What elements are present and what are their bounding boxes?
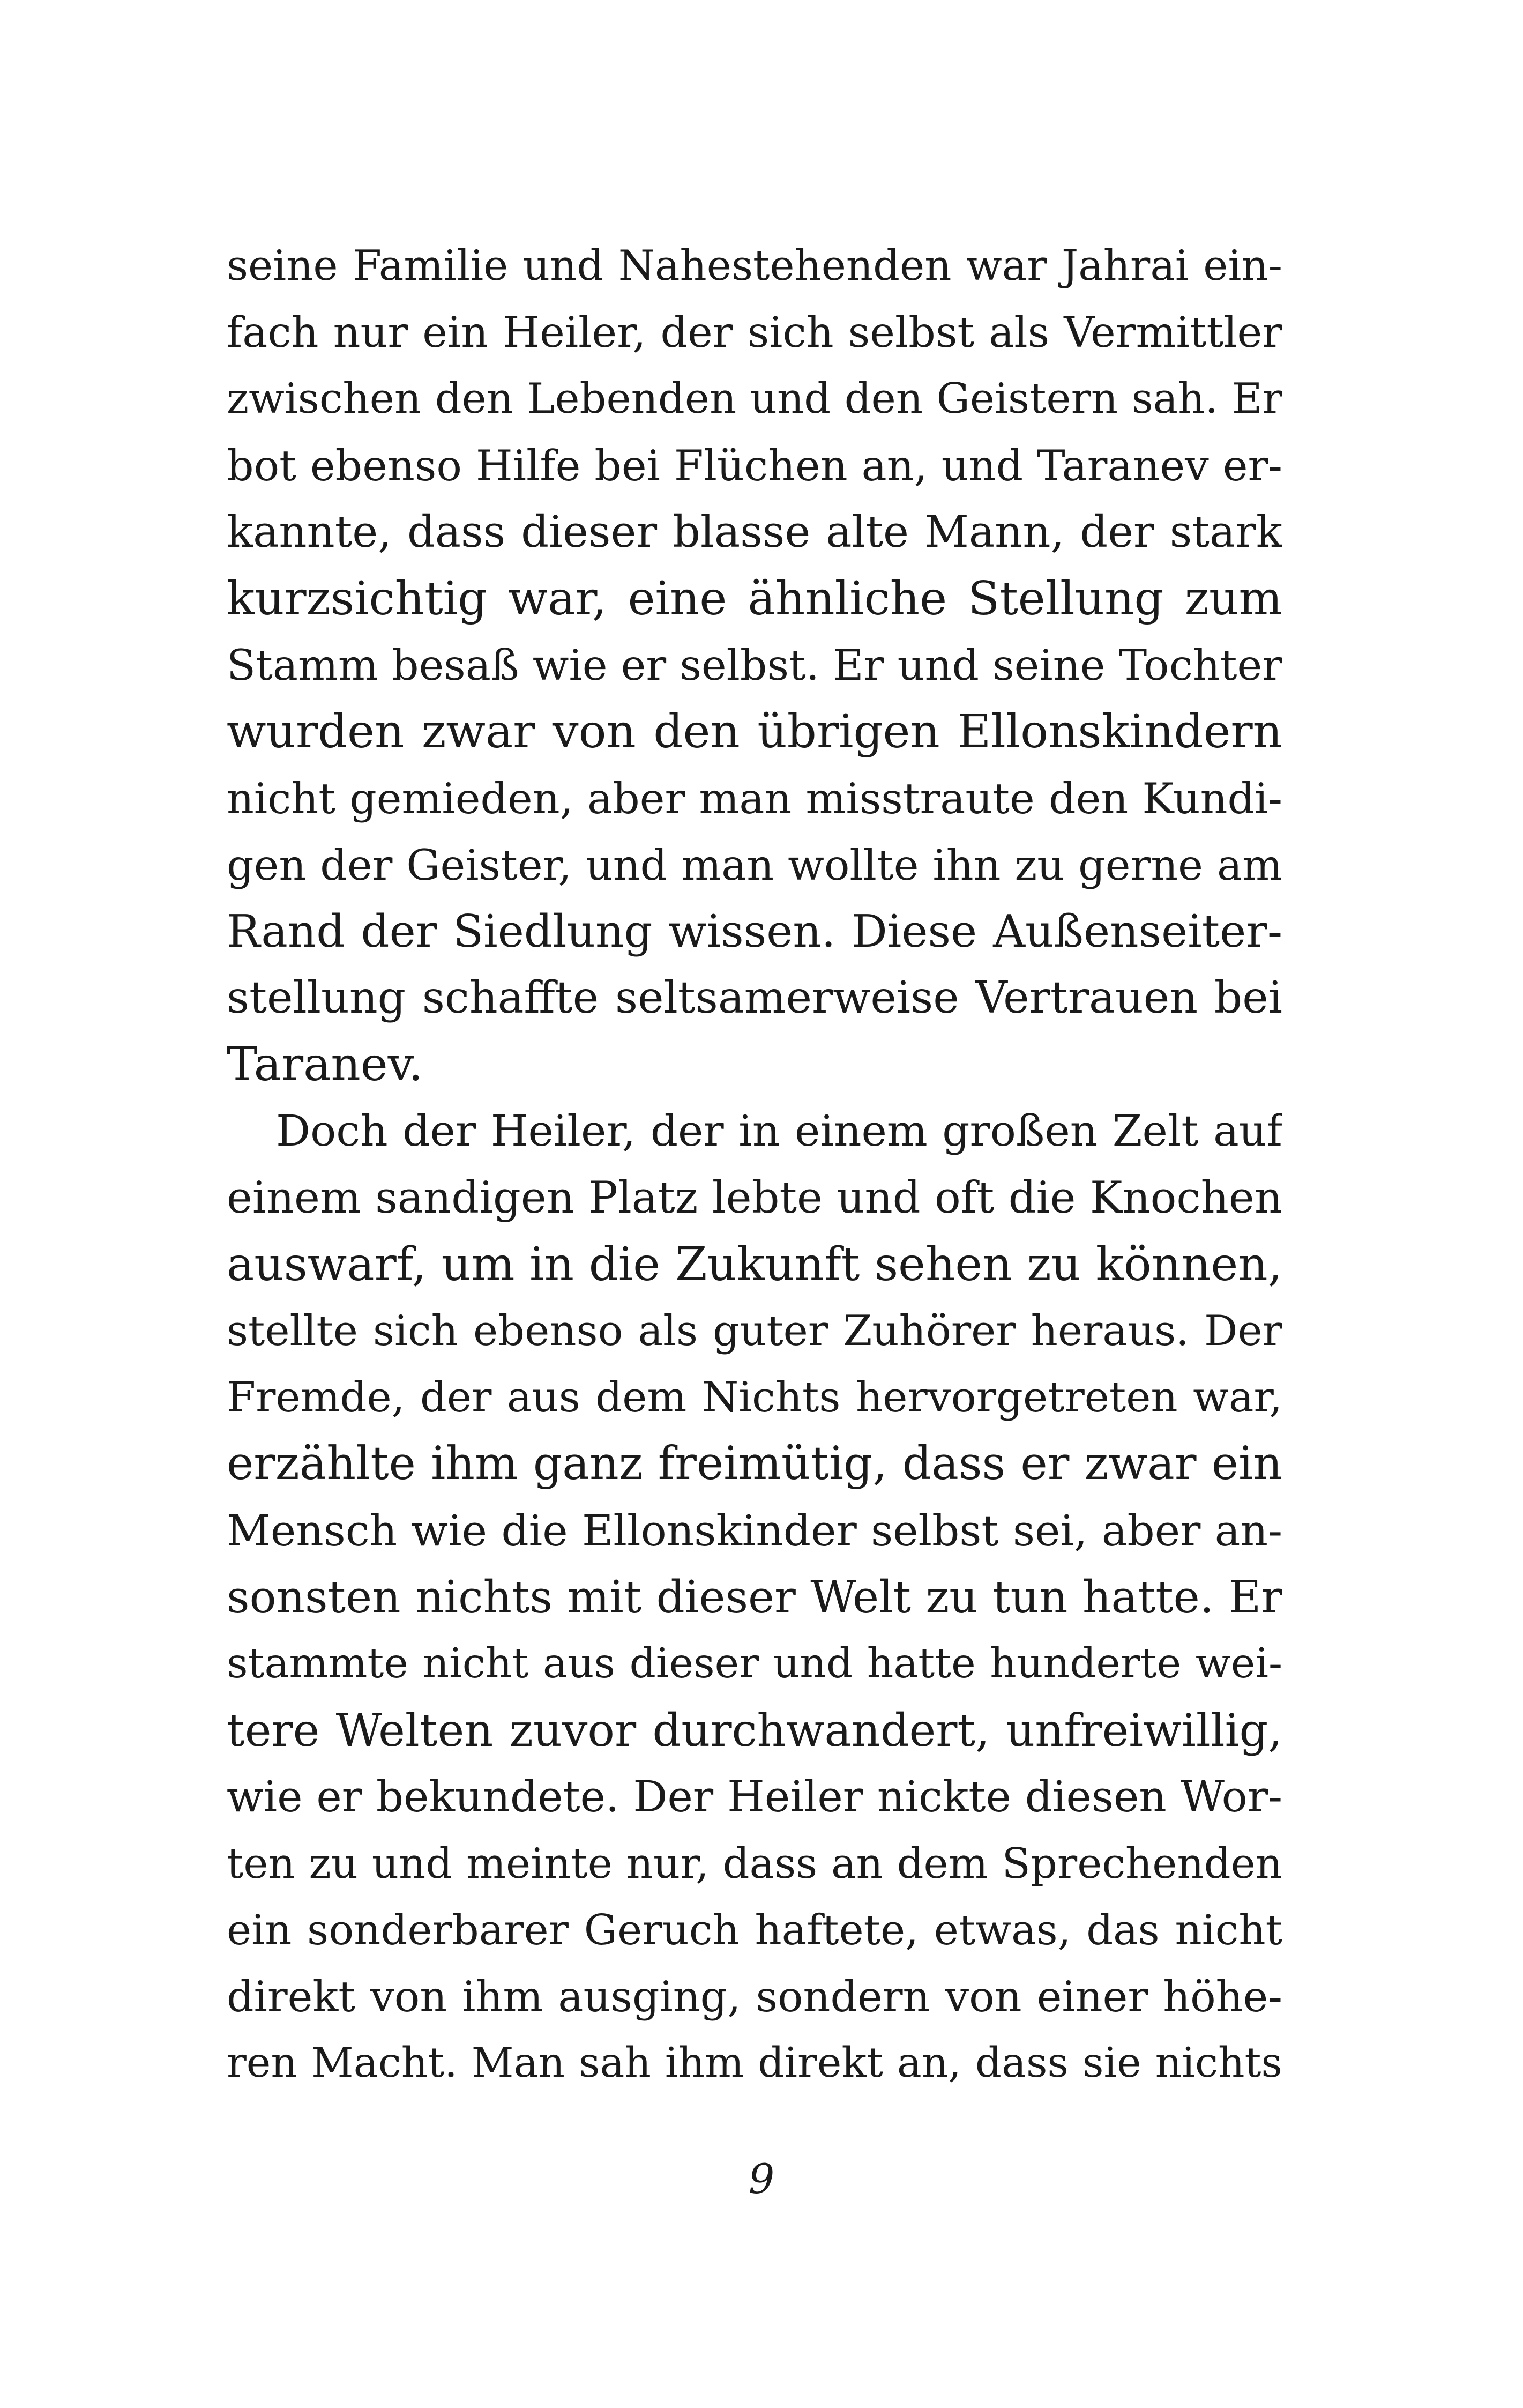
text-line: Rand der Siedlung wissen. Diese Außenseiter- [227, 905, 1282, 957]
paragraph-2 [227, 1098, 1282, 2097]
page-number: 9 [748, 2155, 775, 2203]
text-line: seine Familie und Nahestehenden war Jahrai ein- [227, 242, 1282, 290]
text-line: Fremde, der aus dem Nichts hervorgetreten war, [227, 1373, 1282, 1422]
text-line: stammte nicht aus dieser und hatte hunderte wei- [227, 1639, 1282, 1688]
text-line: nicht gemieden, aber man misstraute den Kundi- [227, 774, 1282, 823]
text-line: stellte sich ebenso als guter Zuhörer heraus. Der [227, 1307, 1282, 1355]
text-line: auswarf, um in die Zukunft sehen zu können, [227, 1237, 1282, 1291]
text-line: gen der Geister, und man wollte ihn zu gerne am [227, 840, 1282, 890]
text-line: sonsten nichts mit dieser Welt zu tun hatte. Er [227, 1571, 1282, 1623]
text-line: ein sonderbarer Geruch haftete, etwas, das nicht [227, 1906, 1282, 1954]
text-line: Stamm besaß wie er selbst. Er und seine Tochter [227, 641, 1282, 690]
text-line: direkt von ihm ausging, sondern von einer höhe- [227, 1972, 1282, 2021]
text-line: Taranev. [227, 1038, 423, 1092]
text-line: Mensch wie die Ellonskinder selbst sei, aber an- [227, 1505, 1282, 1556]
text-line: ren Macht. Man sah ihm direkt an, dass sie nichts [227, 2039, 1282, 2087]
text-line: zwischen den Lebenden und den Geistern sah. Er [227, 375, 1282, 423]
text-line: Doch der Heiler, der in einem großen Zelt auf [276, 1106, 1282, 1156]
text-line: kannte, dass dieser blasse alte Mann, der stark [227, 507, 1282, 558]
text-line: wurden zwar von den übrigen Ellonskindern [227, 705, 1282, 759]
paragraph-1 [227, 233, 1282, 1098]
body-text [227, 233, 1282, 2097]
text-line: erzählte ihm ganz freimütig, dass er zwar ein [227, 1437, 1282, 1491]
text-line: fach nur ein Heiler, der sich selbst als Vermittler [227, 308, 1282, 358]
text-line: bot ebenso Hilfe bei Flüchen an, und Taranev er- [227, 441, 1282, 490]
text-line: einem sandigen Platz lebte und oft die Knochen [227, 1172, 1282, 1223]
text-line: ten zu und meinte nur, dass an dem Sprechenden [227, 1839, 1282, 1888]
text-line: wie er bekundete. Der Heiler nickte diesen Wor- [227, 1772, 1282, 1822]
text-line: tere Welten zuvor durchwandert, unfreiwillig, [227, 1704, 1282, 1757]
text-line: stellung schaffte seltsamerweise Vertrauen bei [227, 972, 1282, 1024]
text-line: kurzsichtig war, eine ähnliche Stellung zum [227, 571, 1282, 626]
